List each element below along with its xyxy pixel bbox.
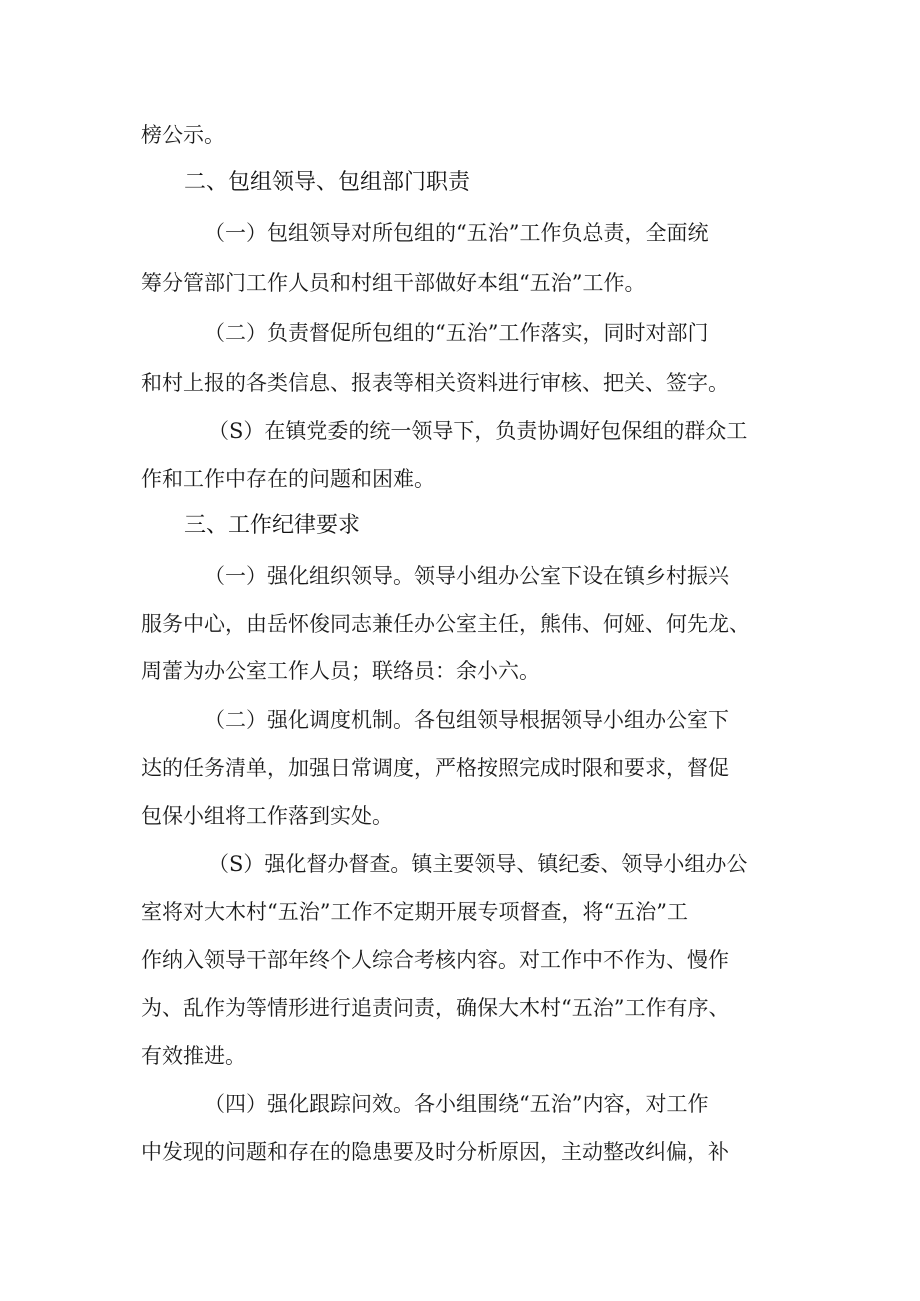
- text-line: 服务中心，由岳怀俊同志兼任办公室主任，熊伟、何娅、何先龙、: [141, 612, 750, 636]
- text-line: 作和工作中存在的问题和困难。: [141, 467, 435, 491]
- text-line: 室将对大木村“五治”工作不定期开展专项督查，将“五治”工: [141, 900, 688, 924]
- section-heading: 三、工作纪律要求: [184, 513, 361, 538]
- text-line: （二）负责督促所包组的“五治”工作落实，同时对部门: [204, 321, 709, 345]
- text-line: 榜公示。: [141, 123, 225, 147]
- text-line: 为、乱作为等情形进行追责问责，确保大木村“五治”工作有序、: [141, 996, 730, 1020]
- text-line: （二）强化调度机制。各包组领导根据领导小组办公室下: [204, 708, 729, 732]
- text-line: 有效推进。: [141, 1044, 246, 1068]
- text-line: 作纳入领导干部年终个人综合考核内容。对工作中不作为、慢作: [141, 948, 729, 972]
- text-line: 筹分管部门工作人员和村组干部做好本组“五治”工作。: [141, 271, 646, 295]
- text-line: 和村上报的各类信息、报表等相关资料进行审核、把关、签字。: [141, 371, 729, 395]
- section-heading: 二、包组领导、包组部门职责: [184, 170, 471, 195]
- text-line: （一）强化组织领导。领导小组办公室下设在镇乡村振兴: [204, 564, 729, 588]
- text-line: 中发现的问题和存在的隐患要及时分析原因，主动整改纠偏，补: [141, 1140, 729, 1164]
- text-line: （一）包组领导对所包组的“五治”工作负总责，全面统: [204, 221, 709, 245]
- text-line: 周蕾为办公室工作人员；联络员：余小六。: [141, 659, 540, 683]
- text-line: （四）强化跟踪问效。各小组围绕“五治”内容，对工作: [204, 1092, 709, 1116]
- text-line: （S）在镇党委的统一领导下，负责协调好包保组的群众工: [208, 419, 748, 443]
- text-line: （S）强化督办督查。镇主要领导、镇纪委、领导小组办公: [208, 852, 748, 876]
- text-line: 达的任务清单，加强日常调度，严格按照完成时限和要求，督促: [141, 756, 729, 780]
- text-line: 包保小组将工作落到实处。: [141, 804, 393, 828]
